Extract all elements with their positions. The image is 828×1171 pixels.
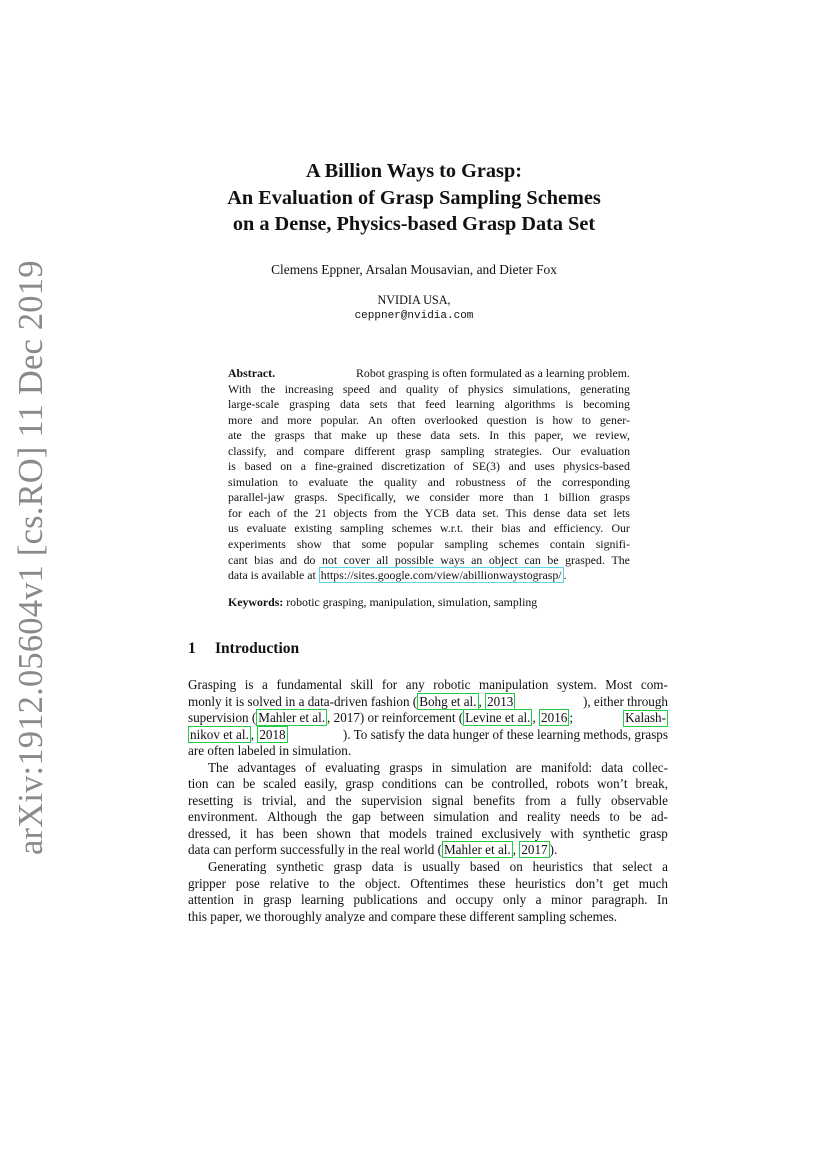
body-line: The advantages of evaluating grasps in simulation are manifold: data collec- <box>208 759 668 775</box>
citation-link[interactable]: 2017 <box>521 842 548 858</box>
body-line: tion can be scaled easily, grasp conditions can be controlled, robots won’t break, <box>188 776 668 792</box>
title-line: An Evaluation of Grasp Sampling Schemes <box>227 186 601 209</box>
abstract-line: is based on a fine-grained discretization of SE(3) and uses physics-based <box>228 459 630 474</box>
abstract-line: large-scale grasping data sets that feed learning algorithms is becoming <box>228 397 630 412</box>
arxiv-identifier: arXiv:1912.05604v1 [cs.RO] 11 Dec 2019 <box>12 260 50 855</box>
body-line: monly it is solved in a data-driven fashion ( Bohg et al. , 2013 ), either through <box>188 693 668 709</box>
body-line: this paper, we thoroughly analyze and compare these different sampling schemes. <box>188 908 618 924</box>
abstract-line: classify, and compare different grasp sampling strategies. Our evaluation <box>228 443 630 458</box>
body-line: Generating synthetic grasp data is usually based on heuristics that select a <box>208 859 668 875</box>
citation-link[interactable]: nikov et al. <box>190 726 249 742</box>
abstract <box>228 366 630 584</box>
abstract-line: more and more popular. An often overlooked question is how to gener- <box>228 412 630 427</box>
author-email[interactable]: ceppner@nvidia.com <box>354 310 474 322</box>
section-number: 1 <box>188 640 196 657</box>
citation-link[interactable]: 2018 <box>259 726 286 742</box>
keywords-label: Keywords: <box>228 595 284 609</box>
author-list: Clemens Eppner, Arsalan Mousavian, and Dieter Fox <box>271 262 557 277</box>
affiliation-block <box>0 292 828 324</box>
abstract-text: Robot grasping is often formulated as a learning problem. <box>356 366 630 380</box>
abstract-line <box>228 366 630 382</box>
data-url-link[interactable]: https://sites.google.com/view/abillionwaystograsp/ <box>320 568 562 583</box>
citation-link[interactable]: Kalash- <box>625 710 666 726</box>
abstract-text: data is available at <box>228 568 319 583</box>
citation-link[interactable]: 2013 <box>487 693 514 709</box>
body-line: gripper pose relative to the object. Oftentimes these heuristics don’t get much <box>188 875 668 891</box>
keywords-text: robotic grasping, manipulation, simulation, sampling <box>286 595 538 609</box>
body-line: are often labeled in simulation. <box>188 743 352 759</box>
abstract-line: experiments show that some popular sampling schemes contain signifi- <box>228 537 630 552</box>
body-line: resetting is trivial, and the supervision signal benefits from a fully observable <box>188 792 668 808</box>
body-line: attention in grasp learning publications and occupy only a minor paragraph. In <box>188 892 668 908</box>
section-title: Introduction <box>215 640 300 657</box>
abstract-line <box>228 568 630 584</box>
body-line: dressed, it has been shown that models trained exclusively with synthetic grasp <box>188 825 668 841</box>
keywords <box>228 595 630 610</box>
citation-link[interactable]: Levine et al. <box>465 710 531 726</box>
abstract-line: us evaluate existing sampling schemes w.r.t. their bias and efficiency. Our <box>228 521 630 536</box>
paper-title <box>0 158 828 238</box>
abstract-line: simulation to evaluate the quality and robustness of the corresponding <box>228 474 630 489</box>
body-line: Grasping is a fundamental skill for any robotic manipulation system. Most com- <box>188 677 668 692</box>
abstract-line: parallel-jaw grasps. Specifically, we consider more than 1 billion grasps <box>228 490 630 505</box>
body-line: data can perform successfully in the real world ( Mahler et al. , 2017 ). <box>188 842 558 858</box>
body-line: supervision ( Mahler et al. , 2017) or reinforcement ( Levine et al. , 2016 ; Kalash- <box>188 710 666 726</box>
abstract-label: Abstract. <box>228 366 276 380</box>
body-line: environment. Although the gap between simulation and reality needs to be ad- <box>188 809 668 825</box>
section-heading <box>188 640 299 658</box>
affiliation: NVIDIA USA, <box>377 293 451 307</box>
introduction-body <box>188 677 668 925</box>
citation-link[interactable]: Mahler et al. <box>258 710 326 726</box>
abstract-line: ate the grasps that make up these data sets. In this paper, we review, <box>228 428 630 443</box>
title-line: A Billion Ways to Grasp: <box>305 160 522 182</box>
abstract-line: cant bias and do not cover all possible ways an object can be grasped. The <box>228 552 630 567</box>
citation-link[interactable]: Mahler et al. <box>443 842 511 858</box>
citation-link[interactable]: 2016 <box>541 710 568 726</box>
citation-link[interactable]: Bohg et al. <box>419 693 477 709</box>
title-line: on a Dense, Physics-based Grasp Data Set <box>232 213 596 236</box>
abstract-line: With the increasing speed and quality of physics simulations, generating <box>228 381 630 396</box>
abstract-text: . <box>563 568 567 583</box>
abstract-line: for each of the 21 objects from the YCB data set. This dense data set lets <box>228 505 630 520</box>
body-line: nikov et al. , 2018 ). To satisfy the data hunger of these learning methods, grasps <box>190 726 668 742</box>
